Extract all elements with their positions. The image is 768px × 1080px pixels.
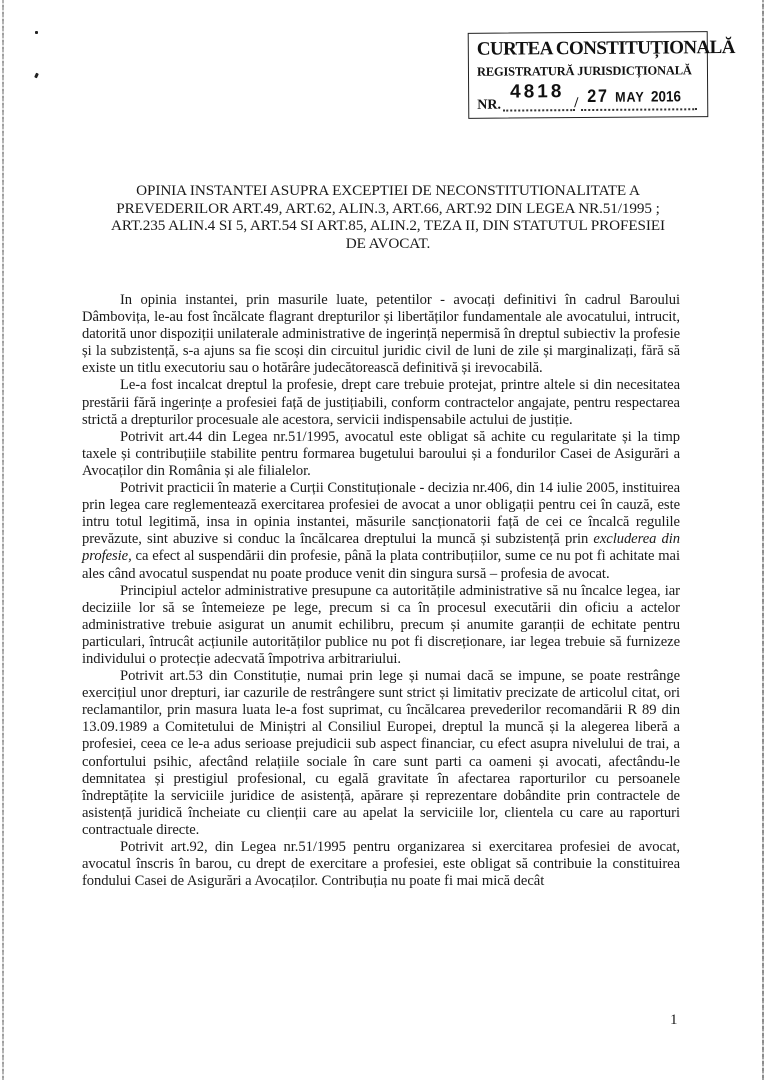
stamp-court-name: CURTEA CONSTITUȚIONALĂ — [476, 36, 735, 60]
stamp-registry-name: REGISTRATURĂ JURISDICȚIONALĂ — [476, 63, 692, 79]
paragraph: Potrivit art.53 din Constituție, numai prin lege și numai dacă se impune, se poate restrânge exercițiul unor drepturi, iar cazurile de restrângere sunt strict și limitativ precizate de articolul citat, ori reclamantilor, prin masura luata le-a fost suprimat, cu încălcarea prevederilor recomandării R 89 din 13.09.1989 a Comitetului de Miniștri al Consiliul Europei, dreptul la muncă și la alegerea liberă a profesiei, ceea ce le-a adus serioase prejudicii sub aspect financiar, cu efect asupra nivelului de trai, a confortului psihic, afectând relațiile sociale în care sunt parti ca oameni și avocati, afectându-le demnitatea și prestigiul profesional, cu egală gravitate în afectarea raporturilor cu persoanele îndreptățite la serviciile juridice de asistență, apărare și reprezentare dobândite prin contractele de asistență juridică încheiate cu clienții care au apelat la serviciile lor, clientela cu care au raporturi contractuale directe. — [82, 668, 680, 838]
stamp-registration-line — [477, 81, 703, 114]
title-line: PREVEDERILOR ART.49, ART.62, ALIN.3, ART.66, ART.92 DIN LEGEA NR.51/1995 ; — [116, 199, 660, 217]
document-title — [88, 182, 688, 252]
stamp-date-month: MAY — [615, 88, 645, 105]
paragraph: In opinia instantei, prin masurile luate, petentilor - avocați definitivi în cadrul Baroului Dâmbovița, le-au fost încălcate flagrant drepturilor și libertăților fundamentale ale avocatului, intrucit, datorită unor dispoziții unilaterale administrative de ingerință nepermisă în dreptul subiectiv la profesie și la subzistență, s-a ajuns sa fie scoși din circuitul juridic civil de luni de zile și marginalizați, fără să existe un titlu executoriu sau o hotărâre judecătorească definitivă și irevocabilă. — [82, 292, 680, 377]
paragraph — [82, 480, 680, 583]
stamp-dotted-field — [503, 109, 575, 112]
paragraph-text: Potrivit practicii în materie a Curții Constituționale - decizia nr.406, din 14 iulie 2005, instituirea prin legea care reglementează exercitarea profesiei de avocat a unor obligații pentru cei în cauză, este intru totul legitimă, insa in opinia instantei, măsurile sancționatorii față de cei ce încalcă regulile prevăzute, sint abuzive si conduc la încălcarea dreptului la muncă și subzistență prin — [82, 480, 680, 548]
stamp-separator: / — [574, 95, 579, 112]
stamp-dotted-field — [581, 108, 697, 111]
title-line: OPINIA INSTANTEI ASUPRA EXCEPTIEI DE NECONSTITUTIONALITATE A — [136, 182, 640, 199]
registry-stamp — [468, 31, 735, 119]
stamp-date-year: 2016 — [650, 88, 682, 106]
paragraph-emphasis: excluderea din profesie, — [82, 531, 680, 565]
document-body — [82, 292, 680, 890]
title-line: ART.235 ALIN.4 SI 5, ART.54 SI ART.85, ALIN.2, TEZA II, DIN STATUTUL PROFESIEI — [111, 217, 665, 234]
paragraph: Le-a fost incalcat dreptul la profesie, drept care trebuie protejat, printre altele si din necesitatea prestării fără ingerințe a profesiei față de justițiabili, conform contractelor angajate, pentru respectarea strictă a drepturilor procesuale ale acestora, servicii indispensabile actului de justiție. — [82, 377, 680, 428]
paragraph-text: ca efect al suspendării din profesie, până la plata contribuțiilor, sume ce nu pot fi achitate mai ales când avocatul suspendat nu poate produce venit din singura sursă – profesia de avocat. — [82, 548, 680, 582]
paragraph: Principiul actelor administrative presupune ca autoritățile administrative să nu încalce legea, iar deciziile lor să se întemeieze pe lege, precum si ca în procesul executării din oficiu a actelor administrative trebuie asigurat un anumit echilibru, precum și anumite garanții de echitate pentru particulari, întrucât acțiunile autorităților publice nu pot fi discreționare, iar legea trebuie să furnizeze individului o protecție adecvată împotriva arbitrariului. — [82, 582, 680, 667]
scan-edge-left — [2, 0, 4, 1080]
stamp-nr-label: NR. — [477, 97, 501, 113]
title-line: DE AVOCAT. — [345, 234, 431, 252]
stamp-registration-number: 4818 — [510, 81, 565, 103]
punch-mark — [35, 31, 38, 34]
page-number: 1 — [670, 1012, 678, 1028]
paragraph: Potrivit art.44 din Legea nr.51/1995, avocatul este obligat să achite cu regularitate și la timp taxele și contribuțiile stabilite pentru formarea bugetului baroului și a fondurilor Casei de Asigurări a Avocaților din România și ale filialelor. — [82, 428, 680, 479]
stamp-date-day: 27 — [587, 85, 609, 107]
scan-edge-right — [762, 0, 764, 1080]
stamp-date — [587, 85, 681, 107]
paragraph: Potrivit art.92, din Legea nr.51/1995 pentru organizarea si exercitarea profesiei de avocat, avocatul înscris în barou, cu drept de exercitare a profesiei, este obligat să contribuie la constituirea fondului Casei de Asigurări a Avocaților. Contribuția nu poate fi mai mică decât — [82, 839, 680, 890]
punch-mark — [34, 73, 39, 79]
